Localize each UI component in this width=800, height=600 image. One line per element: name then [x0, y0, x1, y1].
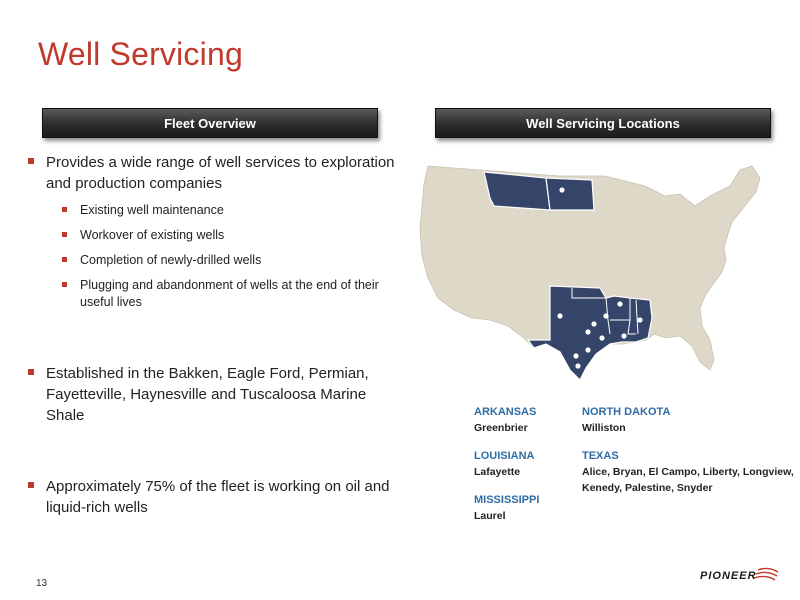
bullet-sub-maintenance: Existing well maintenance: [26, 202, 398, 219]
page-number: 13: [36, 578, 48, 589]
state-label-mississippi: MISSISSIPPI: [474, 494, 540, 506]
bullet-sub-completion: Completion of newly-drilled wells: [26, 252, 398, 269]
dot-williston: [559, 187, 564, 192]
locations-column-right: [582, 404, 797, 508]
logo-text: PIONEER: [700, 570, 757, 582]
city-list-texas: Alice, Bryan, El Campo, Liberty, Longview, Kenedy, Palestine, Snyder: [582, 466, 794, 494]
state-label-arkansas: ARKANSAS: [474, 406, 537, 418]
us-map: [410, 148, 795, 388]
fleet-overview-header: Fleet Overview: [42, 108, 378, 138]
dot-el-campo: [585, 347, 590, 352]
logo-swoosh-icon: [754, 568, 778, 580]
bullet-main-fleet-share: Approximately 75% of the fleet is working on oil and liquid-rich wells: [26, 476, 398, 518]
dot-laurel: [637, 317, 642, 322]
dot-alice: [575, 363, 580, 368]
city-list-arkansas: Greenbrier: [474, 422, 528, 434]
dot-palestine: [591, 321, 596, 326]
dot-lafayette: [621, 333, 626, 338]
locations-header: Well Servicing Locations: [435, 108, 771, 138]
state-label-louisiana: LOUISIANA: [474, 450, 535, 462]
dot-snyder: [557, 313, 562, 318]
dot-greenbrier: [617, 301, 622, 306]
city-list-mississippi: Laurel: [474, 510, 506, 522]
dot-bryan: [585, 329, 590, 334]
city-list-louisiana: Lafayette: [474, 466, 521, 478]
state-label-north-dakota: NORTH DAKOTA: [582, 406, 671, 418]
bullet-sub-plugging: Plugging and abandonment of wells at the end of their useful lives: [26, 277, 398, 311]
bullet-main-basins: Established in the Bakken, Eagle Ford, Permian, Fayetteville, Haynesville and Tuscaloosa Marine Shale: [26, 363, 398, 426]
page-title: Well Servicing: [38, 36, 243, 72]
locations-column-left: [474, 404, 539, 536]
state-label-texas: TEXAS: [582, 450, 619, 462]
dot-kenedy: [573, 353, 578, 358]
region-north-dakota: [546, 178, 594, 210]
pioneer-logo: [700, 562, 780, 588]
bullet-main-services: Provides a wide range of well services to exploration and production companies: [26, 152, 398, 194]
fleet-bullets: [26, 152, 398, 518]
dot-longview: [603, 313, 608, 318]
city-list-north-dakota: Williston: [582, 422, 626, 434]
region-montana: [484, 172, 550, 210]
dot-liberty: [599, 335, 604, 340]
bullet-sub-workover: Workover of existing wells: [26, 227, 398, 244]
